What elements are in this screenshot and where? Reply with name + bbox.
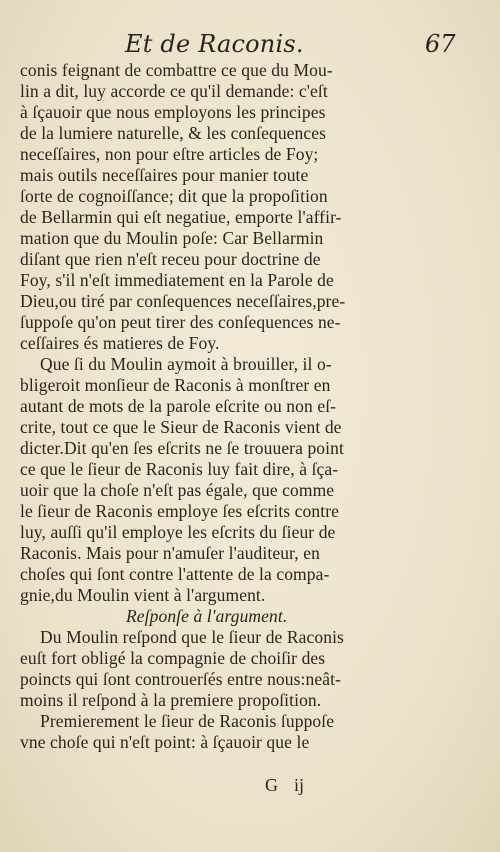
text-line: bligeroit monſieur de Raconis à monſtrer en bbox=[20, 375, 331, 395]
text-line: euſt fort obligé la compagnie de choiſir des bbox=[20, 648, 326, 668]
text-line: ce que le ſieur de Raconis luy fait dire, à ſça- bbox=[20, 459, 339, 479]
text-line: ſuppoſe qu'on peut tirer des conſequences ne- bbox=[20, 312, 341, 332]
text-line: à ſçauoir que nous employons les principes bbox=[20, 102, 326, 122]
text-line: Raconis. Mais pour n'amuſer l'auditeur, en bbox=[20, 543, 320, 563]
text-line: poincts qui ſont controuerſés entre nous:neât- bbox=[20, 669, 341, 689]
paragraph-start-line: Premierement le ſieur de Raconis ſuppoſe bbox=[40, 711, 335, 731]
text-line: choſes qui ſont contre l'attente de la compa- bbox=[20, 564, 330, 584]
text-line: crite, tout ce que le Sieur de Raconis vient de bbox=[20, 417, 342, 437]
text-line: gnie,du Moulin vient à l'argument. bbox=[20, 585, 266, 605]
text-line: ceſſaires és matieres de Foy. bbox=[20, 333, 220, 353]
text-line: ſorte de cognoiſſance; dit que la propoſition bbox=[20, 186, 328, 206]
signature-letter: G bbox=[265, 775, 278, 795]
text-line: Dieu,ou tiré par conſequences neceſſaires,pre- bbox=[20, 291, 346, 311]
text-line: de Bellarmin qui eſt negatiue, emporte l'affir- bbox=[20, 207, 342, 227]
text-line: neceſſaires, non pour eſtre articles de Foy; bbox=[20, 144, 319, 164]
signature-number: ij bbox=[294, 775, 305, 795]
text-line: le ſieur de Raconis employe ſes eſcrits contre bbox=[20, 501, 340, 521]
text-line: diſant que rien n'eſt receu pour doctrine de bbox=[20, 249, 321, 269]
section-heading: Reſponſe à l'argument. bbox=[126, 606, 288, 626]
page-number: 67 bbox=[425, 30, 456, 58]
text-line: Foy, s'il n'eſt immediatement en la Parole de bbox=[20, 270, 334, 290]
text-line: lin a dit, luy accorde ce qu'il demande: c'eſt bbox=[20, 81, 328, 101]
text-line: luy, auſſi qu'il employe les eſcrits du ſieur de bbox=[20, 522, 336, 542]
signature-mark bbox=[265, 775, 304, 796]
paragraph-start-line: Que ſi du Moulin aymoit à brouiller, il o- bbox=[40, 354, 332, 374]
text-line: autant de mots de la parole eſcrite ou non eſ- bbox=[20, 396, 337, 416]
text-line: dicter.Dit qu'en ſes eſcrits ne ſe trouuera point bbox=[20, 438, 344, 458]
running-title: Et de Raconis. bbox=[125, 30, 304, 58]
text-line: moins il reſpond à la premiere propoſition. bbox=[20, 690, 322, 710]
page-header bbox=[0, 30, 500, 64]
text-line: vne choſe qui n'eſt point: à ſçauoir que le bbox=[20, 732, 310, 752]
text-line: de la lumiere naturelle, & les conſequences bbox=[20, 123, 327, 143]
paragraph-start-line: Du Moulin reſpond que le ſieur de Raconis bbox=[40, 627, 344, 647]
text-line: uoir que la choſe n'eſt pas égale, que comme bbox=[20, 480, 335, 500]
text-line: mais outils neceſſaires pour manier toute bbox=[20, 165, 309, 185]
text-line: conis feignant de combattre ce que du Mou- bbox=[20, 60, 333, 80]
text-line: mation que du Moulin poſe: Car Bellarmin bbox=[20, 228, 324, 248]
